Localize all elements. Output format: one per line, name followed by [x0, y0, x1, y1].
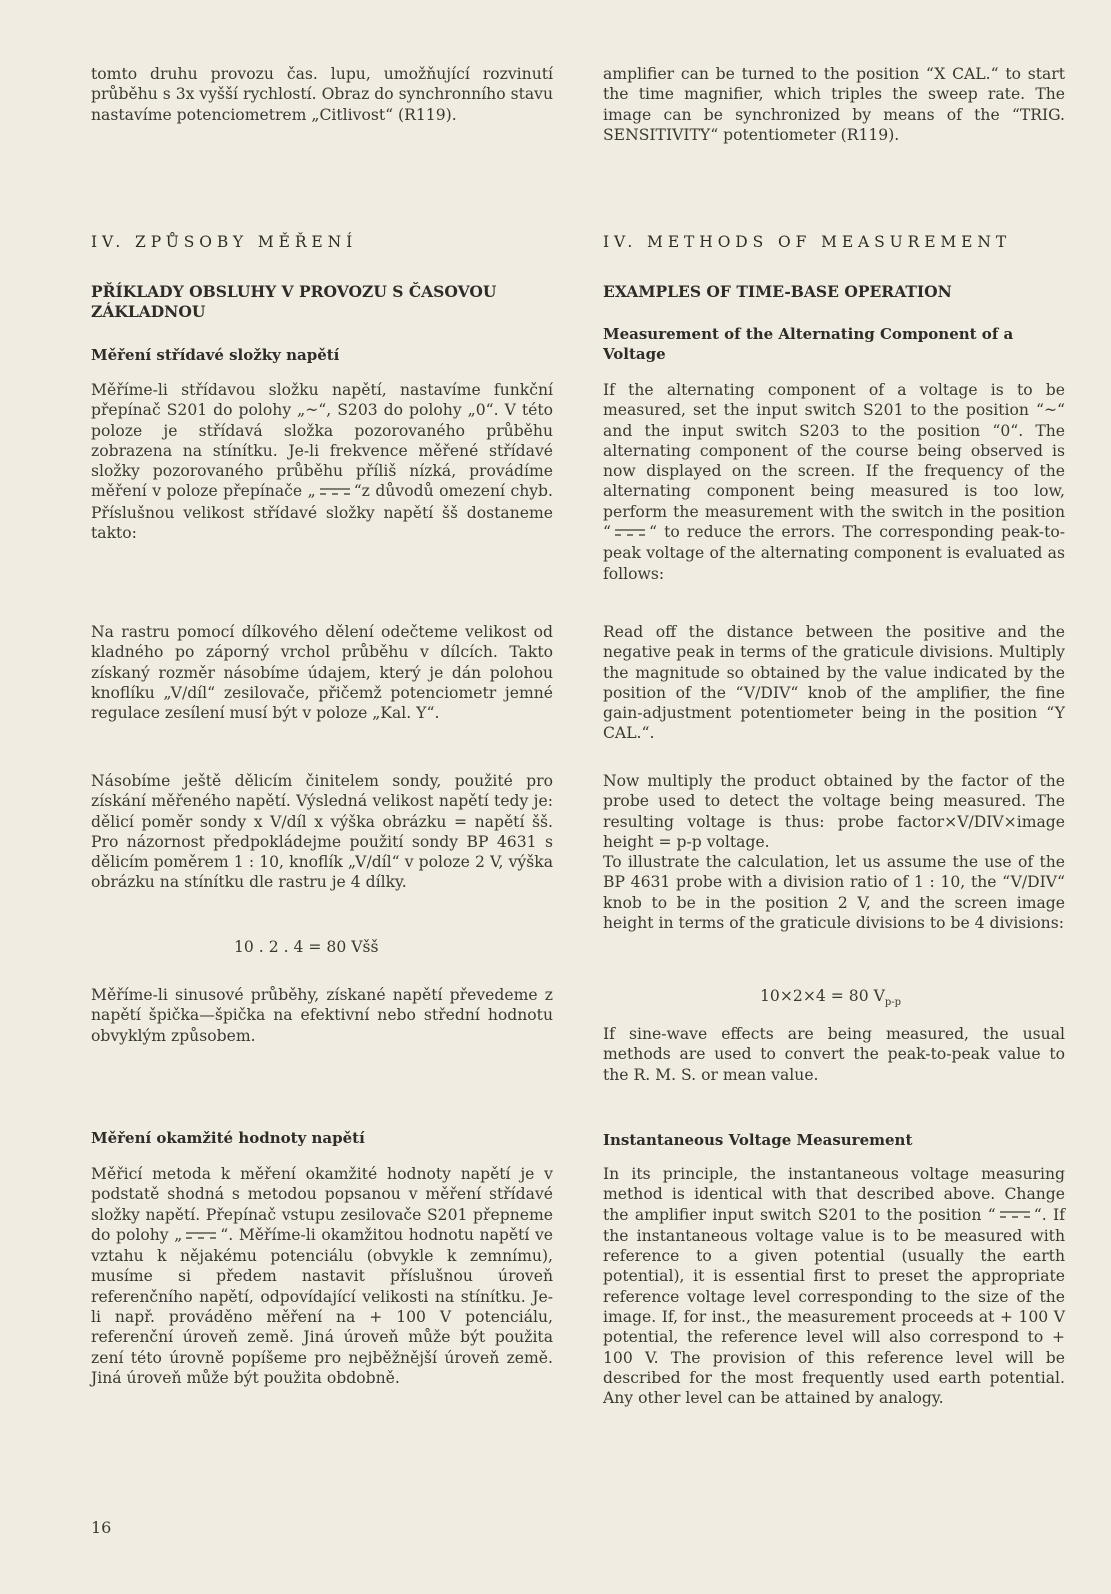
right-section2-title: Instantaneous Voltage Measurement: [603, 1131, 913, 1149]
right-section-heading: IV. METHODS OF MEASUREMENT: [603, 233, 1012, 251]
right-p1b: “ to reduce the errors. The corresponding peak-to-peak voltage of the alternating component is evaluated as follows:: [603, 523, 1065, 583]
right-formula-main: 10×2×4 = 80 V: [760, 987, 885, 1005]
left-intro-text: tomto druhu provozu čas. lupu, umožňující rozvinutí průběhu s 3x vyšší rychlostí. Obraz do synchronního stavu nastavíme potenciometrem „Citlivost“ (R119).: [91, 65, 553, 124]
right-formula-sub: p-p: [884, 997, 902, 1009]
right-p1: [603, 380, 1065, 584]
right-formula: [760, 987, 901, 1008]
left-p5b: “. Měříme-li okamžitou hodnotu napětí ve vztahu k nějakému potenciálu (obvykle k zemnímu), musíme si předem nastavit příslušnou úroveň referenčního napětí, odpovídající velikosti na stínítku. Je-li např. prováděno měření na + 100 V potenciálu, referenční úroveň země. Jiná úroveň může být použita zení této úrovně popíšeme pro nejběžnější úroveň země. Jiná úroveň může být použita obdobně.: [91, 1225, 553, 1387]
right-subheading: EXAMPLES OF TIME-BASE OPERATION: [603, 282, 952, 301]
right-p4: [603, 1024, 1065, 1085]
dc-symbol-icon: [182, 1226, 220, 1246]
left-p1b: “z důvodů omezení chyb. Příslušnou velikost střídavé složky napětí šš dostaneme takto:: [91, 482, 553, 542]
left-p4: [91, 985, 553, 1046]
left-p1: [91, 380, 553, 543]
dc-symbol-icon: [996, 1205, 1034, 1225]
left-p2: [91, 622, 553, 723]
left-section2-title: Měření okamžité hodnoty napětí: [91, 1129, 365, 1147]
left-p4-text: Měříme-li sinusové průběhy, získané napětí převedeme z napětí špička—špička na efektivní nebo střední hodnotu obvyklým způsobem.: [91, 986, 553, 1045]
left-p5: [91, 1164, 553, 1388]
right-section1-title: Measurement of the Alternating Component of a Voltage: [603, 325, 1014, 363]
right-intro-text: amplifier can be turned to the position “X CAL.“ to start the time magnifier, which triples the sweep rate. The image can be synchronized by means of the “TRIG. SENSITIVITY“ potentiometer (R119).: [603, 65, 1065, 144]
left-p2-text: Na rastru pomocí dílkového dělení odečteme velikost od kladného po záporný vrchol průběhu v dílcích. Takto získaný rozměr násobíme údajem, který je dán polohou knoflíku „V/díl“ zesilovače, přičemž potenciometr jemné regulace zesílení musí být v poloze „Kal. Y“.: [91, 623, 553, 723]
right-p3-text: Now multiply the product obtained by the factor of the probe used to detect the voltage being measured. The resulting voltage is thus: probe factor×V/DIV×image height = p-p voltage.: [603, 772, 1065, 851]
left-section-heading: IV. ZPŮSOBY MĚŘENÍ: [91, 233, 358, 251]
right-p1a: If the alternating component of a voltage is to be measured, set the input switch S201 to the position “~“ and the input switch S203 to the position “0“. The alternating component of the course being observed is now displayed on the screen. If the frequency of the alternating component being measured is too low, perform the measurement with the switch in the position “: [603, 381, 1065, 542]
right-p4-text: If sine-wave effects are being measured, the usual methods are used to convert the peak-to-peak value to the R. M. S. or mean value.: [603, 1025, 1065, 1084]
left-formula: 10 . 2 . 4 = 80 Všš: [234, 938, 379, 956]
left-p1a: Měříme-li střídavou složku napětí, nastavíme funkční přepínač S201 do polohy „~“, S203 do polohy „0“. V této poloze je střídavá složka pozorovaného průběhu zobrazena na stínítku. Je-li frekvence měřené střídavé složky pozorovaného průběhu příliš nízká, provádíme měření v poloze přepínače „: [91, 381, 553, 501]
left-p5a: Měřicí metoda k měření okamžité hodnoty napětí je v podstatě shodná s metodou popsanou v měření střídavé složky napětí. Přepínač vstupu zesilovače S201 přepneme do polohy „: [91, 1165, 553, 1244]
left-intro: [91, 64, 553, 125]
right-p5a: In its principle, the instantaneous voltage measuring method is identical with that described above. Change the amplifier input switch S201 to the position “: [603, 1165, 1065, 1224]
dc-symbol-icon: [316, 482, 354, 502]
page-number: 16: [91, 1518, 112, 1537]
left-section1-title: Měření střídavé složky napětí: [91, 346, 340, 364]
left-p3-text: Násobíme ještě dělicím činitelem sondy, použité pro získání měřeného napětí. Výsledná velikost napětí tedy je: dělicí poměr sondy x V/díl x výška obrázku = napětí šš. Pro názornost předpokládejme použití sondy BP 4631 s dělicím poměrem 1 : 10, knoflík „V/díl“ v poloze 2 V, výška obrázku na stínítku dle rastru je 4 dílky.: [91, 772, 553, 892]
right-p5b: “. If the instantaneous voltage value is to be measured with reference to a given potential (usually the earth potential), it is essential first to preset the appropriate reference voltage level corresponding to the size of the image. If, for inst., the measurement proceeds at + 100 V potential, the reference level will also correspond to + 100 V. The provision of this reference level will be described for the most frequently used earth potential. Any other level can be attained by analogy.: [603, 1205, 1065, 1408]
right-intro: [603, 64, 1065, 145]
left-p3: [91, 771, 553, 893]
right-p3b-text: To illustrate the calculation, let us assume the use of the BP 4631 probe with a division ratio of 1 : 10, the “V/DIV“ knob to be in the position 2 V, and the screen image height in terms of the graticule divisions to be 4 divisions:: [603, 853, 1065, 933]
dc-symbol-icon: [611, 523, 649, 543]
left-subheading: PŘÍKLADY OBSLUHY V PROVOZU S ČASOVOU ZÁKLADNOU: [91, 282, 497, 321]
right-p3: [603, 771, 1065, 933]
right-p2: [603, 622, 1065, 744]
right-p5: [603, 1164, 1065, 1408]
right-p2-text: Read off the distance between the positive and the negative peak in terms of the graticule divisions. Multiply the magnitude so obtained by the value indicated by the position of the “V/DIV“ knob of the amplifier, the fine gain-adjustment potentiometer being in the position “Y CAL.“.: [603, 623, 1065, 743]
